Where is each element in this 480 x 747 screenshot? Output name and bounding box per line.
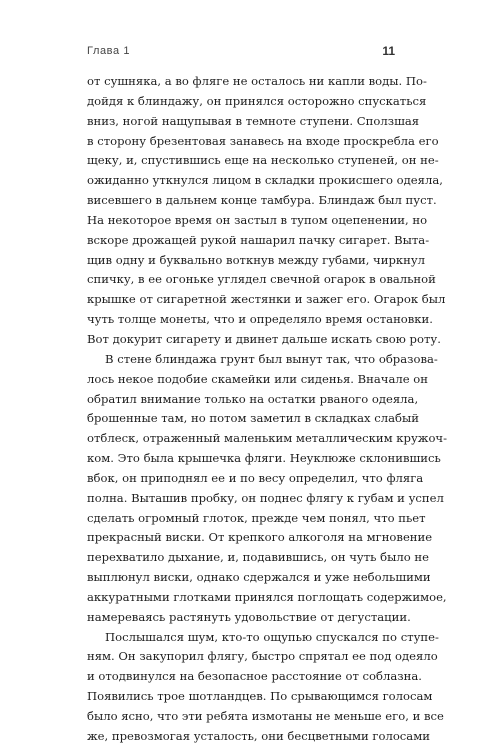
body-line: ком. Это была крышечка фляги. Неуклюже склонившись — [87, 451, 441, 466]
body-line: перехватило дыхание, и, подавившись, он чуть было не — [87, 550, 429, 565]
body-line: сделать огромный глоток, прежде чем понял, что пьет — [87, 510, 426, 525]
body-line: обратил внимание только на остатки рваного одеяла, — [87, 391, 419, 406]
body-line: В стене блиндажа грунт был вынут так, что образова- — [105, 351, 438, 366]
body-line: спичку, в ее огоньке углядел свечной огарок в овальной — [87, 272, 436, 287]
body-line: лось некое подобие скамейки или сиденья. Вначале он — [87, 371, 428, 386]
page-body — [87, 72, 448, 747]
body-line: и отодвинулся на безопасное расстояние от соблазна. — [87, 669, 422, 684]
body-line: брошенные там, но потом заметил в складках слабый — [87, 411, 419, 426]
body-line: намереваясь растянуть удовольствие от дегустации. — [87, 609, 411, 624]
body-line: ням. Он закупорил флягу, быстро спрятал ее под одеяло — [87, 649, 438, 664]
page-number: 11 — [382, 44, 395, 58]
chapter-label: Глава 1 — [87, 45, 131, 57]
body-line: в сторону брезентовая занавесь на входе проскребла его — [87, 133, 439, 148]
body-line: На некоторое время он застыл в тупом оцепенении, но — [87, 212, 428, 227]
body-line: полна. Выташив пробку, он поднес флягу к губам и успел — [87, 490, 444, 505]
body-line: Появились трое шотландцев. По срывающимся голосам — [87, 689, 433, 704]
body-line: вскоре дрожащей рукой нашарил пачку сигарет. Выта- — [87, 232, 430, 247]
page-header — [87, 44, 395, 58]
body-line: аккуратными глотками принялся поглощать содержимое, — [87, 589, 447, 604]
body-line: дойдя к блиндажу, он принялся осторожно спускаться — [87, 93, 427, 108]
body-line: прекрасный виски. От крепкого алкоголя на мгновение — [87, 530, 433, 545]
body-line: отблеск, отраженный маленьким металлическим кружоч- — [87, 431, 448, 446]
body-line: же, превозмогая усталость, они бесцветными голосами — [87, 728, 430, 743]
body-line: Вот докурит сигарету и двинет дальше искать свою роту. — [87, 331, 441, 346]
body-line: вниз, ногой нащупывая в темноте ступени. Сползшая — [87, 113, 420, 128]
body-line: щив одну и буквально воткнув между губами, чиркнул — [87, 252, 426, 267]
body-line: крышке от сигаретной жестянки и зажег его. Огарок был — [87, 292, 446, 307]
body-line: щеку, и, спустившись еще на несколько ступеней, он не- — [87, 153, 439, 168]
body-line: было ясно, что эти ребята измотаны не меньше его, и все — [87, 709, 444, 723]
body-line: Послышался шум, кто-то ощупью спускался по ступе- — [105, 629, 439, 644]
body-line: от сушняка, а во фляге не осталось ни капли воды. По- — [87, 74, 427, 88]
body-line: чуть толще монеты, что и определяло время остановки. — [87, 312, 433, 327]
body-line: вбок, он приподнял ее и по весу определил, что фляга — [87, 470, 424, 485]
body-line: висевшего в дальнем конце тамбура. Блиндаж был пуст. — [87, 193, 437, 208]
body-line: выплюнул виски, однако сдержался и уже небольшими — [87, 570, 431, 585]
body-line: ожиданно уткнулся лицом в складки прокисшего одеяла, — [87, 173, 443, 188]
